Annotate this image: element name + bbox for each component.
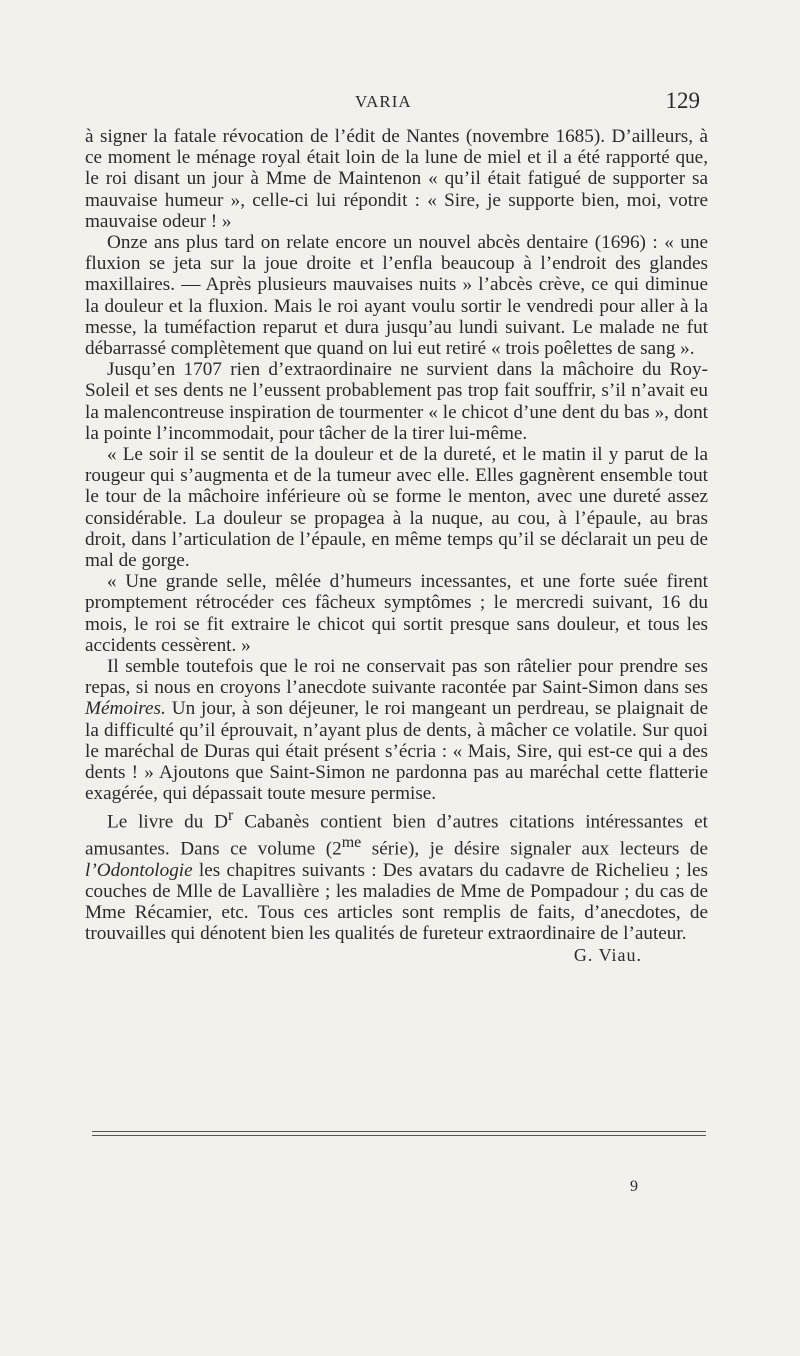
- article-body: [85, 126, 708, 966]
- running-head: VARIA: [355, 92, 412, 111]
- paragraph: « Une grande selle, mêlée d’humeurs incessantes, et une forte suée firent promptement rétrocéder ces fâcheux symptômes ; le mercredi suivant, 16 du mois, le roi se fit extraire le chicot qui sortit presque sans douleur, et tous les accidents cessèrent. »: [85, 571, 708, 656]
- page-number: 129: [665, 88, 700, 113]
- paragraph: [85, 805, 708, 945]
- paragraph: Onze ans plus tard on relate encore un nouvel abcès dentaire (1696) : « une fluxion se jeta sur la joue droite et l’enfla beaucoup à l’endroit des glandes maxillaires. — Après plusieurs mauvaises nuits » l’abcès crève, ce qui diminue la douleur et la fluxion. Mais le roi ayant voulu sortir le vendredi pour aller à la messe, la tuméfaction reparut et dura jusqu’au lundi suivant. Le malade ne fut débarrassé complètement que quand on lui eut retiré « trois poêlettes de sang ».: [85, 232, 708, 360]
- paragraph-text: série), je désire signaler aux lecteurs de: [361, 838, 708, 860]
- paragraph: Jusqu’en 1707 rien d’extraordinaire ne survient dans la mâchoire du Roy-Soleil et ses dents ne l’eussent probablement pas trop fait souffrir, s’il n’avait eu la malencontreuse inspiration de tourmenter « le chicot d’une dent du bas », dont la pointe l’incommodait, pour tâcher de la tirer lui-même.: [85, 359, 708, 444]
- paragraph-text: les chapitres suivants : Des avatars du cadavre de Richelieu ; les couches de Mlle de Lavallière ; les maladies de Mme de Pompadour ; du cas de Mme Récamier, etc. Tous ces articles sont remplis de faits, d’anecdotes, de trouvailles qui dénotent bien les qualités de fureteur extraordinaire de l’auteur.: [85, 859, 708, 945]
- paragraph-text: Un jour, à son déjeuner, le roi mangeant un perdreau, se plaignait de la difficulté qu’il éprouvait, n’ayant plus de dents, à mâcher ce volatile. Sur quoi le maréchal de Duras qui était présent s’écria : « Mais, Sire, qui est-ce qui a des dents ! » Ajoutons que Saint-Simon ne pardonna pas au maréchal cette flatterie exagérée, qui dépassait toute mesure permise.: [85, 698, 708, 805]
- paragraph-text: Il semble toutefois que le roi ne conservait pas son râtelier pour prendre ses repas, si nous en croyons l’anecdote suivante racontée par Saint-Simon dans ses: [85, 656, 708, 699]
- sheet-number: 9: [630, 1178, 638, 1195]
- paragraph-text: Le livre du D: [107, 810, 229, 832]
- divider-rule: [92, 1131, 706, 1132]
- paragraph-text: Cabanès contient bien d’autres citations intéressantes et amusantes. Dans ce volume (2: [85, 810, 708, 860]
- paragraph: « Le soir il se sentit de la douleur et de la dureté, et le matin il y parut de la rougeur qui s’augmenta et de la tumeur avec elle. Elles gagnèrent ensemble tout le tour de la mâchoire inférieure où se forme le menton, avec une dureté assez considérable. La douleur se propagea à la nuque, au cou, à l’épaule, au bras droit, dans l’articulation de l’épaule, en même temps qu’il se déclarait un peu de mal de gorge.: [85, 444, 708, 572]
- book-title: Mémoires.: [85, 698, 166, 720]
- paragraph: à signer la fatale révocation de l’édit de Nantes (novembre 1685). D’ailleurs, à ce moment le ménage royal était loin de la lune de miel et il a été rapporté que, le roi disant un jour à Mme de Maintenon « qu’il était fatigué de supporter sa mauvaise humeur », celle-ci lui répondit : « Sire, je supporte bien, moi, votre mauvaise odeur ! »: [85, 126, 708, 232]
- superscript: r: [228, 806, 234, 824]
- author-signature: G. Viau.: [573, 944, 642, 965]
- page-header: [85, 88, 700, 120]
- superscript: me: [341, 834, 362, 852]
- divider-rule: [92, 1135, 706, 1136]
- journal-title: l’Odontologie: [85, 859, 193, 881]
- paragraph: [85, 656, 708, 804]
